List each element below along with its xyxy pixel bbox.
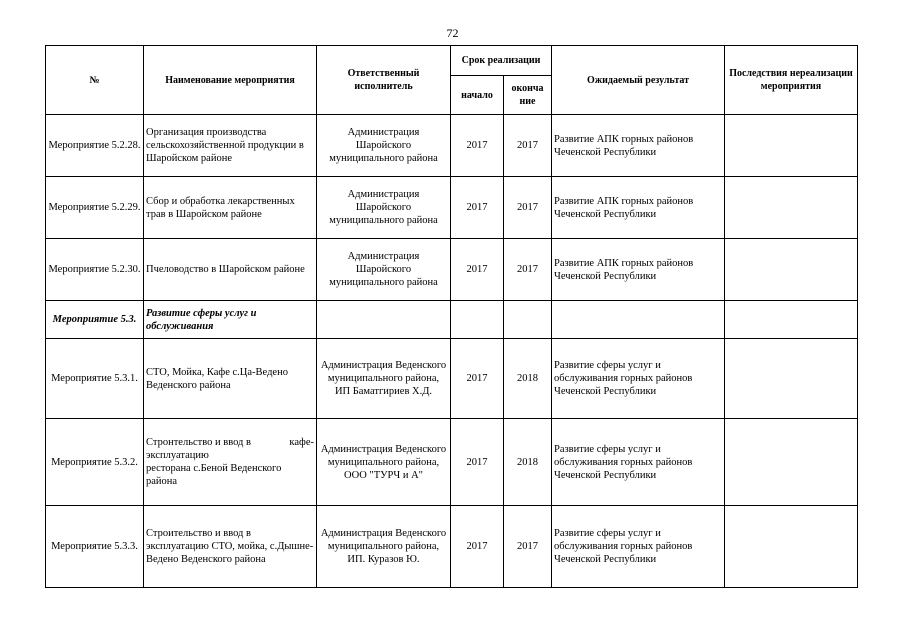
row-result: Развитие АПК горных районов Чеченской Республики <box>552 239 725 301</box>
row-name-part: Стронтельство и ввод в эксплуатацию <box>146 437 251 461</box>
table-row <box>46 419 858 506</box>
page-number: 72 <box>446 26 459 40</box>
row-start: 2017 <box>451 239 504 301</box>
row-end <box>504 301 552 339</box>
header-end: оконча ние <box>504 76 552 115</box>
row-consequences <box>725 115 858 177</box>
row-name-part: кафе- <box>289 437 314 448</box>
row-name: Организация производства сельскохозяйственной продукции в Шаройском районе <box>144 115 317 177</box>
row-name-rest: ресторана с.Беной Веденского района <box>146 463 282 487</box>
row-end: 2017 <box>504 506 552 588</box>
row-result <box>552 301 725 339</box>
header-consequences: Последствия нереализации мероприятия <box>725 46 858 115</box>
row-responsible: Администрация Веденского муниципального района, ООО "ТУРЧ и А" <box>317 419 451 506</box>
row-num: Мероприятие 5.3. <box>46 301 144 339</box>
measures-table <box>45 45 858 588</box>
row-name: Развитие сферы услуг и обслуживания <box>144 301 317 339</box>
row-result: Развитие АПК горных районов Чеченской Республики <box>552 177 725 239</box>
row-end: 2017 <box>504 239 552 301</box>
row-num: Мероприятие 5.3.2. <box>46 419 144 506</box>
header-row <box>46 46 858 76</box>
row-name: Строительство и ввод в эксплуатацию СТО, мойка, с.Дышне-Ведено Веденского района <box>144 506 317 588</box>
row-name: Пчеловодство в Шаройском районе <box>144 239 317 301</box>
row-end: 2017 <box>504 115 552 177</box>
row-consequences <box>725 301 858 339</box>
row-responsible: Администрация Шаройского муниципального района <box>317 239 451 301</box>
row-end: 2017 <box>504 177 552 239</box>
table-row <box>46 506 858 588</box>
row-start: 2017 <box>451 115 504 177</box>
table-row <box>46 177 858 239</box>
header-result: Ожидаемый результат <box>552 46 725 115</box>
row-start <box>451 301 504 339</box>
row-num: Мероприятие 5.2.30. <box>46 239 144 301</box>
row-result: Развитие сферы услуг и обслуживания горных районов Чеченской Республики <box>552 339 725 419</box>
row-responsible: Администрация Шаройского муниципального района <box>317 177 451 239</box>
row-name: Сбор и обработка лекарственных трав в Шаройском районе <box>144 177 317 239</box>
table-row <box>46 339 858 419</box>
header-name: Наименование мероприятия <box>144 46 317 115</box>
row-num: Мероприятие 5.2.29. <box>46 177 144 239</box>
row-consequences <box>725 419 858 506</box>
table-row <box>46 239 858 301</box>
row-result: Развитие АПК горных районов Чеченской Республики <box>552 115 725 177</box>
row-end: 2018 <box>504 339 552 419</box>
row-end: 2018 <box>504 419 552 506</box>
header-term: Срок реализации <box>451 46 552 76</box>
row-start: 2017 <box>451 339 504 419</box>
row-result: Развитие сферы услуг и обслуживания горных районов Чеченской Республики <box>552 506 725 588</box>
row-start: 2017 <box>451 506 504 588</box>
row-num: Мероприятие 5.3.3. <box>46 506 144 588</box>
header-start: начало <box>451 76 504 115</box>
row-num: Мероприятие 5.2.28. <box>46 115 144 177</box>
header-responsible: Ответственный исполнитель <box>317 46 451 115</box>
row-start: 2017 <box>451 419 504 506</box>
row-name: СТО, Мойка, Кафе с.Ца-Ведено Веденского района <box>144 339 317 419</box>
row-consequences <box>725 239 858 301</box>
row-name <box>144 419 317 506</box>
row-start: 2017 <box>451 177 504 239</box>
row-consequences <box>725 506 858 588</box>
row-result: Развитие сферы услуг и обслуживания горных районов Чеченской Республики <box>552 419 725 506</box>
row-responsible: Администрация Веденского муниципального района, ИП. Куразов Ю. <box>317 506 451 588</box>
row-name-first-line <box>146 436 314 462</box>
row-responsible: Администрация Веденского муниципального района, ИП Баматгириев Х.Д. <box>317 339 451 419</box>
row-consequences <box>725 177 858 239</box>
table-row-section <box>46 301 858 339</box>
row-responsible: Администрация Шаройского муниципального района <box>317 115 451 177</box>
row-responsible <box>317 301 451 339</box>
row-consequences <box>725 339 858 419</box>
table-row <box>46 115 858 177</box>
row-num: Мероприятие 5.3.1. <box>46 339 144 419</box>
header-num: № <box>46 46 144 115</box>
